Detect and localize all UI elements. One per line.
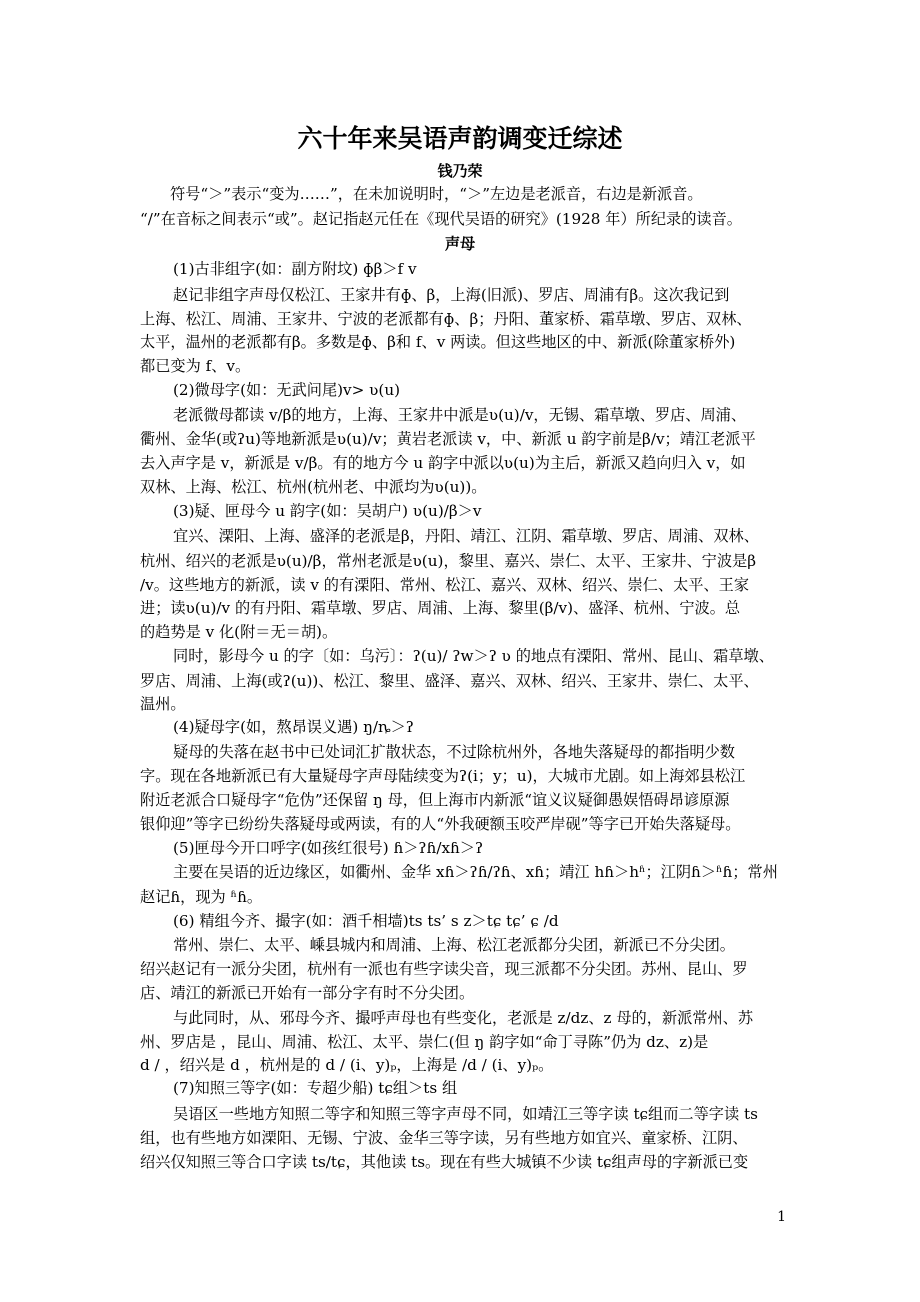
paragraph-line: 主要在吴语的近边缘区，如衢州、金华 xɦ＞ʔɦ/ʔɦ、xɦ；靖江 hɦ＞hʱ；江阴ɦ＞ʱɦ；常州 — [173, 863, 778, 881]
page-number: 1 — [777, 1209, 786, 1225]
paragraph-line: 双林、上海、松江、杭州(杭州老、中派均为ʋ(u))。 — [140, 478, 487, 496]
paragraph-line: 太平，温州的老派都有β。多数是ɸ、β和 f、v 两读。但这些地区的中、新派(除董家桥外) — [140, 333, 736, 351]
paragraph-line: 都已变为 f、v。 — [140, 357, 251, 375]
paragraph-line: 上海、松江、周浦、王家井、宁波的老派都有ɸ、β；丹阳、董家桥、霜草墩、罗店、双林、 — [140, 310, 752, 328]
paragraph-line: (7)知照三等字(如：专超少船) tɕ组＞ts 组 — [173, 1079, 458, 1097]
paragraph-line: 与此同时，从、邪母今齐、撮呼声母也有些变化，老派是 z/dz、z 母的，新派常州、苏 — [173, 1009, 754, 1027]
document-author: 钱乃荣 — [437, 162, 483, 180]
paragraph-line: “/”在音标之间表示“或”。赵记指赵元任在《现代吴语的研究》(1928 年）所纪录的读音。 — [140, 210, 742, 228]
paragraph-line: (6) 精组今齐、撮字(如：酒千相墙)ts ts’ s z＞tɕ tɕ’ ɕ /d — [173, 912, 559, 930]
paragraph-line: 店、靖江的新派已开始有一部分字有时不分尖团。 — [140, 984, 475, 1002]
paragraph-line: 去入声字是 v，新派是 v/β。有的地方今 u 韵字中派以ʋ(u)为主后，新派又趋向归入 v，如 — [140, 454, 746, 472]
paragraph-line: (5)匣母今开口呼字(如孩红很号) ɦ＞ʔɦ/xɦ＞ʔ — [173, 839, 484, 857]
paragraph-line: 老派微母都读 v/β的地方，上海、王家井中派是ʋ(u)/v，无锡、霜草墩、罗店、周浦、 — [173, 406, 747, 424]
paragraph-line: 温州。 — [140, 695, 186, 713]
paragraph-line: 符号“＞”表示“变为……”，在未加说明时，“＞”左边是老派音，右边是新派音。 — [170, 185, 703, 203]
paragraph-line: 的趋势是 v 化(附＝无＝胡)。 — [140, 623, 338, 641]
paragraph-line: 杭州、绍兴的老派是ʋ(u)/β，常州老派是ʋ(u)，黎里、嘉兴、崇仁、太平、王家井、宁波是β — [140, 552, 756, 570]
paragraph-line: 州、罗店是 ，昆山、周浦、松江、太平、崇仁(但 ŋ 韵字如“命丁寻陈”仍为 dz、z)是 — [140, 1033, 709, 1051]
paragraph-line: (3)疑、匣母今 u 韵字(如：吴胡户) ʋ(u)/β＞v — [173, 502, 482, 520]
paragraph-line: d / ，绍兴是 d ，杭州是的 d / (i、y)ₚ，上海是 /d / (i、y)ₚ。 — [140, 1056, 554, 1074]
paragraph-line: /v。这些地方的新派，读 v 的有溧阳、常州、松江、嘉兴、双林、绍兴、崇仁、太平、王家 — [140, 576, 750, 594]
paragraph-line: 赵记ɦ，现为 ʱɦ。 — [140, 888, 263, 906]
paragraph-line: 吴语区一些地方知照二等字和知照三等字声母不同，如靖江三等字读 tɕ组而二等字读 ts — [173, 1105, 758, 1123]
document-title: 六十年来吴语声韵调变迁综述 — [297, 124, 623, 153]
paragraph-line: 疑母的失落在赵书中已处词汇扩散状态，不过除杭州外，各地失落疑母的都指明少数 — [173, 743, 735, 761]
paragraph-line: (1)古非组字(如：副方附坟) ɸβ＞f v — [173, 260, 417, 278]
paragraph-line: 常州、崇仁、太平、嵊县城内和周浦、上海、松江老派都分尖团，新派已不分尖团。 — [173, 936, 735, 954]
paragraph-line: 银仰迎”等字已纷纷失落疑母或两读，有的人“外我硬额玉咬严岸砚”等字已开始失落疑母。 — [140, 815, 741, 833]
paragraph-line: 进；读ʋ(u)/v 的有丹阳、霜草墩、罗店、周浦、上海、黎里(β/v)、盛泽、杭州、宁波。总 — [140, 599, 741, 617]
paragraph-line: 同时，影母今 u 的字〔如：乌污〕：ʔ(u)/ ʔw＞ʔ ʋ 的地点有溧阳、常州、昆山、霜草墩、 — [173, 647, 774, 665]
paragraph-line: 赵记非组字声母仅松江、王家井有ɸ、β，上海(旧派)、罗店、周浦有β。这次我记到 — [173, 286, 730, 304]
paragraph-line: 罗店、周浦、上海(或ʔ(u))、松江、黎里、盛泽、嘉兴、双林、绍兴、王家井、崇仁、太平、 — [140, 672, 759, 690]
section-heading: 声母 — [444, 235, 476, 253]
paragraph-line: 绍兴赵记有一派分尖团，杭州有一派也有些字读尖音，现三派都不分尖团。苏州、昆山、罗 — [140, 960, 748, 978]
paragraph-line: 绍兴仅知照三等合口字读 ts/tɕ，其他读 ts。现在有些大城镇不少读 tɕ组声母的字新派已变 — [140, 1153, 749, 1171]
paragraph-line: 附近老派合口疑母字“危伪”还保留 ŋ 母，但上海市内新派“谊义议疑御愚娱悟碍昂谚原源 — [140, 791, 730, 809]
paragraph-line: 字。现在各地新派已有大量疑母字声母陆续变为ʔ(i；y；u)，大城市尤剧。如上海郊县松江 — [140, 767, 746, 785]
paragraph-line: 衢州、金华(或ʔu)等地新派是ʋ(u)/v；黄岩老派读 v，中、新派 u 韵字前是β/v；靖江老派平 — [140, 430, 756, 448]
paragraph-line: (2)微母字(如：无武问尾)v> ʋ(u) — [173, 381, 401, 399]
paragraph-line: (4)疑母字(如，熬昂误义遇) ŋ/ȵ＞ʔ — [173, 718, 414, 736]
paragraph-line: 组，也有些地方如溧阳、无锡、宁波、金华三等字读，另有些地方如宜兴、童家桥、江阴、 — [140, 1129, 748, 1147]
paragraph-line: 宜兴、溧阳、上海、盛泽的老派是β，丹阳、靖江、江阴、霜草墩、罗店、周浦、双林、 — [173, 527, 759, 545]
